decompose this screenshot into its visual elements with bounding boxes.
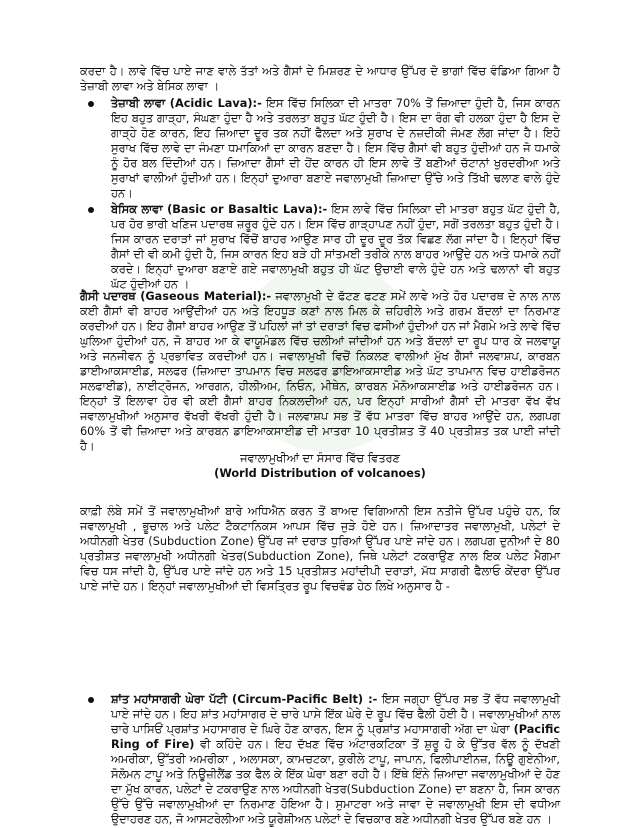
acidic-lava-text: ਇਸ ਵਿੱਚ ਸਿਲਿਕਾ ਦੀ ਮਾਤਰਾ 70% ਤੋਂ ਜ਼ਿਆਦਾ ਹੁੰਦੀ ਹੈ, ਜਿਸ ਕਾਰਨ ਇਹ ਬਹੁਤ ਗਾੜ੍ਹਾ, ਸੰਘਣਾ ਹੁੰਦਾ ਹੈ ਅਤੇ ਤਰਲਤਾ ਬਹੁਤ ਘੱਟ ਹੁੰਦੀ ਹੈ। ਇਸ ਦਾ ਰੰਗ ਵੀ ਹਲਕਾ ਹੁੰਦਾ ਹੈ ਇਸ ਦੇ ਗਾੜ੍ਹੇ ਹੋਣ ਕਾਰਨ, ਇਹ ਜ਼ਿਆਦਾ ਦੂਰ ਤਕ ਨਹੀਂ ਫੈਲਦਾ ਅਤੇ ਸੁਰਾਖ ਦੇ ਨਜ਼ਦੀਕੀ ਜੰਮਣ ਲੱਗ ਜਾਂਦਾ ਹੈ। ਇਹੋ ਸੁਰਾਖ ਵਿੱਚ ਲਾਵੇ ਦਾ ਜੰਮਣਾ ਧਮਾਕਿਆਂ ਦਾ ਕਾਰਨ ਬਣਦਾ ਹੈ। ਇਸ ਵਿੱਚ ਗੈਸਾਂ ਵੀ ਬਹੁਤ ਹੁੰਦੀਆਂ ਹਨ ਜੋ ਧਮਾਕੇ ਨੂੰ ਹੋਰ ਬਲ ਦਿੰਦੀਆਂ ਹਨ। ਜ਼ਿਆਦਾ ਗੈਸਾਂ ਦੀ ਹੋਂਦ ਕਾਰਨ ਹੀ ਇਸ ਲਾਵੇ ਤੋਂ ਬਣੀਆਂ ਚੱਟਾਨਾਂ ਖੁਰਦਰੀਆ ਅਤੇ ਸੁਰਾਖਾਂ ਵਾਲੀਆਂ ਹੁੰਦੀਆਂ ਹਨ। ਇਨ੍ਹਾਂ ਦੁਆਰਾ ਬਣਾਏ ਜਵਾਲਾਮੁਖੀ ਜ਼ਿਆਦਾ ਉੱਚੇ ਅਤੇ ਤਿੱਖੀ ਢਲਾਣ ਵਾਲੇ ਹੁੰਦੇ ਹਨ।: [111, 97, 560, 200]
bullet-icon: [88, 101, 94, 107]
bullet-icon: [88, 697, 94, 703]
distribution-paragraph: ਕਾਫ਼ੀ ਲੰਬੇ ਸਮੇਂ ਤੋਂ ਜਵਾਲਾਮੁਖੀਆਂ ਬਾਰੇ ਅਧਿਐਨ ਕਰਨ ਤੋਂ ਬਾਅਦ ਵਿਗਿਆਨੀ ਇਸ ਨਤੀਜੇ ਉੱਪਰ ਪਹੁੰਚੇ ਹਨ, ਕਿ ਜਵਾਲਾਮੁਖੀ , ਭੂਚਾਲ ਅਤੇ ਪਲੇਟ ਟੈਕਟਾਨਿਕਸ ਆਪਸ ਵਿੱਚ ਜੁੜੇ ਹੋਏ ਹਨ। ਜ਼ਿਆਦਾਤਰ ਜਵਾਲਾਮੁਖੀ, ਪਲੇਟਾਂ ਦੇ ਅਧੀਨਗੀ ਖੇਤਰ (Subduction Zone) ਉੱਪਰ ਜਾਂ ਦਰਾੜ ਧੁਰਿਆਂ ਉੱਪਰ ਪਾਏ ਜਾਂਦੇ ਹਨ। ਲਗਪਗ ਦੁਨੀਆਂ ਦੇ 80 ਪ੍ਰਤੀਸ਼ਤ ਜਵਾਲਾਮੁਖੀ ਅਧੀਨਗੀ ਖੇਤਰ(Subduction Zone), ਜਿਥੇ ਪਲੇਟਾਂ ਟਕਰਾਉਣ ਨਾਲ ਇਕ ਪਲੇਟ ਮੈਗਮਾ ਵਿਚ ਧਸ ਜਾਂਦੀ ਹੈ, ਉੱਪਰ ਪਾਏ ਜਾਂਦੇ ਹਨ ਅਤੇ 15 ਪ੍ਰਤੀਸ਼ਤ ਮਹਾਂਦੀਪੀ ਦਰਾੜਾਂ, ਮੱਧ ਸਾਗਰੀ ਫੈਲਾਓ ਕੇਂਦਰਾ ਉੱਪਰ ਪਾਏ ਜਾਂਦੇ ਹਨ। ਇਨ੍ਹਾਂ ਜਵਾਲਾਮੁਖੀਆਂ ਦੀ ਵਿਸਤ੍ਰਿਤ ਰੂਪ ਵਿਚਵੰਡ ਹੇਠ ਲਿਖੇ ਅਨੁਸਾਰ ਹੈ -: [80, 505, 560, 593]
lava-types-list: [83, 96, 560, 293]
section-heading-english: (World Distribution of volcanoes): [214, 467, 426, 480]
volcanic-belts-list: [83, 692, 560, 828]
ring-of-fire-term: (Pacific Ring of Fire): [111, 723, 561, 751]
circum-pacific-text: ਇਸ ਜਗ੍ਹਾ ਉੱਪਰ ਸਭ ਤੋਂ ਵੱਧ ਜਵਾਲਾਮੁਖੀ ਪਾਏ ਜਾਂਦੇ ਹਨ। ਇਹ ਸ਼ਾਂਤ ਮਹਾਂਸਾਗਰ ਦੇ ਚਾਰੇ ਪਾਸੇ ਇੱਕ ਘੇਰੇ ਦੇ ਰੂਪ ਵਿੱਚ ਫੈਲੀ ਹੋਈ ਹੈ। ਜਵਾਲਾਮੁਖੀਆਂ ਨਾਲ ਚਾਰੇ ਪਾਸਿਓਂ ਪ੍ਰਸ਼ਾਂਤ ਮਹਾਸਾਗਰ ਦੇ ਘਿਰੇ ਹੋਣ ਕਾਰਨ, ਇਸ ਨੂੰ ਪ੍ਰਸ਼ਾਂਤ ਮਹਾਸਾਗਰੀ ਅੱਗ ਦਾ ਘੇਰਾ: [111, 693, 560, 736]
circum-pacific-text-continued: ਵੀ ਕਹਿੰਦੇ ਹਨ। ਇਹ ਦੱਖਣ ਵਿੱਚ ਅੰਟਾਰਕਟਿਕਾ ਤੋਂ ਸ਼ੁਰੂ ਹੋ ਕੇ ਉੱਤਰ ਵੱਲ ਨੂੰ ਦੱਖਣੀ ਅਮਰੀਕਾ, ਉੱਤਰੀ ਅਮਰੀਕਾ , ਅਲਾਸਕਾ, ਕਾਮਚਟਕਾ, ਕੁਰੀਲੇ ਟਾਪੂ, ਜਾਪਾਨ, ਫਿਲੀਪਾਈਨਜ਼, ਨਿਊ ਗੁਏਨੀਆ, ਸੋਲੋਮਨ ਟਾਪੂ ਅਤੇ ਨਿਊਜ਼ੀਲੈਂਡ ਤਕ ਫੈਲ ਕੇ ਇੱਕ ਘੇਰਾ ਬਣਾ ਰਹੀ ਹੈ। ਇੱਥੇ ਇੰਨੇ ਜ਼ਿਆਦਾ ਜਵਾਲਾਮੁਖੀਆਂ ਦੇ ਹੋਣ ਦਾ ਮੁੱਖ ਕਾਰਨ, ਪਲੇਟਾਂ ਦੇ ਟਕਰਾਉਣ ਨਾਲ ਅਧੀਨਗੀ ਖੇਤਰ(Subduction Zone) ਦਾ ਬਣਨਾ ਹੈ, ਜਿਸ ਕਾਰਨ ਉੱਚੇ ਉੱਚੇ ਜਵਾਲਾਮੁਖੀਆਂ ਦਾ ਨਿਰਮਾਣ ਹੋਇਆ ਹੈ। ਸੁਮਾਟਰਾ ਅਤੇ ਜਾਵਾ ਦੇ ਜਵਾਲਾਮੁਖੀ ਇਸ ਦੀ ਵਧੀਆ ਉਦਾਹਰਣ ਹਨ, ਜੋ ਆਸਟਰੇਲੀਆ ਅਤੇ ਯੂਰੇਸ਼ੀਅਨ ਪਲੇਟਾਂ ਦੇ ਵਿਚਕਾਰ ਬਣੇ ਅਧੀਨਗੀ ਖੇਤਰ ਉੱਪਰ ਬਣੇ ਹਨ ।: [111, 738, 560, 826]
circum-pacific-term: ਸ਼ਾਂਤ ਮਹਾਂਸਾਗਰੀ ਘੇਰਾ ਪੱਟੀ (Circum-Pacific Belt) :-: [111, 693, 378, 706]
list-item-circum-pacific-belt: [83, 692, 560, 827]
basic-lava-text: ਇਸ ਲਾਵੇ ਵਿੱਚ ਸਿਲਿਕਾ ਦੀ ਮਾਤਰਾ ਬਹੁਤ ਘੱਟ ਹੁੰਦੀ ਹੈ, ਪਰ ਹੋਰ ਭਾਰੀ ਖਣਿਜ ਪਦਾਰਥ ਜ਼ਰੂਰ ਹੁੰਦੇ ਹਨ। ਇਸ ਵਿੱਚ ਗਾੜ੍ਹਾਪਣ ਨਹੀਂ ਹੁੰਦਾ, ਸਗੋਂ ਤਰਲਤਾ ਬਹੁਤ ਹੁੰਦੀ ਹੈ। ਜਿਸ ਕਾਰਨ ਦਰਾੜਾਂ ਜਾਂ ਸੁਰਾਖ ਵਿੱਚੋਂ ਬਾਹਰ ਆਉਣ ਸਾਰ ਹੀ ਦੂਰ ਦੂਰ ਤੱਕ ਵਿਛਣ ਲੱਗ ਜਾਂਦਾ ਹੈ। ਇਨ੍ਹਾਂ ਵਿੱਚ ਗੈਸਾਂ ਦੀ ਵੀ ਕਮੀ ਹੁੰਦੀ ਹੈ, ਜਿਸ ਕਾਰਨ ਇਹ ਬੜੇ ਹੀ ਸਾਂਤਮਈ ਤਰੀਕੇ ਨਾਲ ਬਾਹਰ ਆਉਂਦੇ ਹਨ ਅਤੇ ਧਮਾਕੇ ਨਹੀਂ ਕਰਦੇ। ਇਨ੍ਹਾਂ ਦੁਆਰਾ ਬਣਾਏ ਗਏ ਜਵਾਲਾਮੁਖੀ ਬਹੁਤ ਹੀ ਘੱਟ ਉਚਾਈ ਵਾਲੇ ਹੁੰਦੇ ਹਨ ਅਤੇ ਢਲਾਨਾਂ ਵੀ ਬਹੁਤ ਘੱਟ ਹੁੰਦੀਆਂ ਹਨ ।: [111, 203, 560, 291]
gaseous-material-text: ਜਵਾਲਾਮੁਖੀ ਦੇ ਫੱਟਣ ਫਟਣ ਸਮੇਂ ਲਾਵੇ ਅਤੇ ਹੋਰ ਪਦਾਰਥ ਦੇ ਨਾਲ ਨਾਲ ਕਈ ਗੈਸਾਂ ਵੀ ਬਾਹਰ ਆਉਂਦੀਆਂ ਹਨ ਅਤੇ ਇਹਧੂੜ ਕਣਾਂ ਨਾਲ ਮਿਲ ਕੇ ਜ਼ਹਿਰੀਲੇ ਅਤੇ ਗਰਮ ਬੱਦਲਾਂ ਦਾ ਨਿਰਮਾਣ ਕਰਦੀਆਂ ਹਨ। ਇਹ ਗੈਸਾਂ ਬਾਹਰ ਆਉਣ ਤੋਂ ਪਹਿਲਾਂ ਜਾਂ ਤਾਂ ਦਰਾੜਾਂ ਵਿਚ ਫਸੀਆਂ ਹੁੰਦੀਆਂ ਹਨ ਜਾਂ ਮੈਗਮੇ ਅਤੇ ਲਾਵੇ ਵਿੱਚ ਘੁਲਿਆ ਹੁੰਦੀਆਂ ਹਨ, ਜੋ ਬਾਹਰ ਆ ਕੇ ਵਾਯੂਮੰਡਲ ਵਿੱਚ ਚਲੀਆਂ ਜਾਂਦੀਆਂ ਹਨ ਅਤੇ ਬੱਦਲਾਂ ਦਾ ਰੂਪ ਧਾਰ ਕੇ ਜਲਵਾਯੂ ਅਤੇ ਜਨਜੀਵਨ ਨੂੰ ਪ੍ਰਭਾਵਿਤ ਕਰਦੀਆਂ ਹਨ। ਜਵਾਲਾਮੁਖੀ ਵਿਚੋਂ ਨਿਕਲਣ ਵਾਲੀਆਂ ਮੁੱਖ ਗੈਸਾਂ ਜਲਵਾਸ਼ਪ, ਕਾਰਬਨ ਡਾਈਆਕਸਾਈਡ, ਸਲਫਰ (ਜ਼ਿਆਦਾ ਤਾਪਮਾਨ ਵਿਚ ਸਲਫਰ ਡਾਇਆਕਸਾਈਡ ਅਤੇ ਘੱਟ ਤਾਪਮਾਨ ਵਿਚ ਹਾਈਡਰੋਜਨ ਸਲਫਾਈਡ), ਨਾਈਟ੍ਰੋਜਨ, ਆਰਗਨ, ਹੀਲੀਅਮ, ਨਿਓਨ, ਮੀਥੇਨ, ਕਾਰਬਨ ਮੋਨੋਆਕਸਾਈਡ ਅਤੇ ਹਾਈਡਰੋਜਨ ਹਨ। ਇਨ੍ਹਾਂ ਤੋਂ ਇਲਾਵਾ ਹੋਰ ਵੀ ਕਈ ਗੈਸਾਂ ਬਾਹਰ ਨਿਕਲਦੀਆਂ ਹਨ, ਪਰ ਇਨ੍ਹਾਂ ਸਾਰੀਆਂ ਗੈਸਾਂ ਦੀ ਮਾਤਰਾ ਵੱਖ ਵੱਖ ਜਵਾਲਾਮੁਖੀਆਂ ਅਨੁਸਾਰ ਵੱਖਰੀ ਵੱਖਰੀ ਹੁੰਦੀ ਹੈ। ਜਲਵਾਸ਼ਪ ਸਭ ਤੋਂ ਵੱਧ ਮਾਤਰਾ ਵਿੱਚ ਬਾਹਰ ਆਉਂਦੇ ਹਨ, ਲਗਪਗ 60% ਤੋਂ ਵੀ ਜ਼ਿਆਦਾ ਅਤੇ ਕਾਰਬਨ ਡਾਇਆਕਸਾਈਡ ਦੀ ਮਾਤਰਾ 10 ਪ੍ਰਤੀਸ਼ਤ ਤੋਂ 40 ਪ੍ਰਤੀਸ਼ਤ ਤਕ ਪਾਈ ਜਾਂਦੀ ਹੈ।: [80, 290, 560, 453]
gaseous-material-paragraph: [80, 289, 560, 454]
acidic-lava-term: ਤੇਜ਼ਾਬੀ ਲਾਵਾ (Acidic Lava):-: [111, 97, 262, 110]
gaseous-material-term: ਗੈਸੀ ਪਦਾਰਥ (Gaseous Material):-: [80, 290, 272, 303]
intro-paragraph: ਕਰਦਾ ਹੈ। ਲਾਵੇ ਵਿੱਚ ਪਾਏ ਜਾਣ ਵਾਲੇ ਤੱਤਾਂ ਅਤੇ ਗੈਸਾਂ ਦੇ ਮਿਸ਼ਰਣ ਦੇ ਆਧਾਰ ਉੱਪਰ ਦੋ ਭਾਗਾਂ ਵਿੱਚ ਵੰਡਿਆ ਗਿਆ ਹੈ ਤੇਜ਼ਾਬੀ ਲਾਵਾ ਅਤੇ ਬੇਸਿਕ ਲਾਵਾ ।: [80, 65, 560, 93]
bullet-icon: [88, 207, 94, 213]
list-item-acidic-lava: [83, 96, 560, 201]
section-heading: [80, 451, 560, 481]
list-item-basic-lava: [83, 202, 560, 292]
section-heading-punjabi: ਜਵਾਲਾਮੁਖੀਆਂ ਦਾ ਸੰਸਾਰ ਵਿੱਚ ਵਿਤਰਣ: [240, 452, 400, 465]
basic-lava-term: ਬੇਸਿਕ ਲਾਵਾ (Basic or Basaltic Lava):-: [111, 203, 328, 216]
